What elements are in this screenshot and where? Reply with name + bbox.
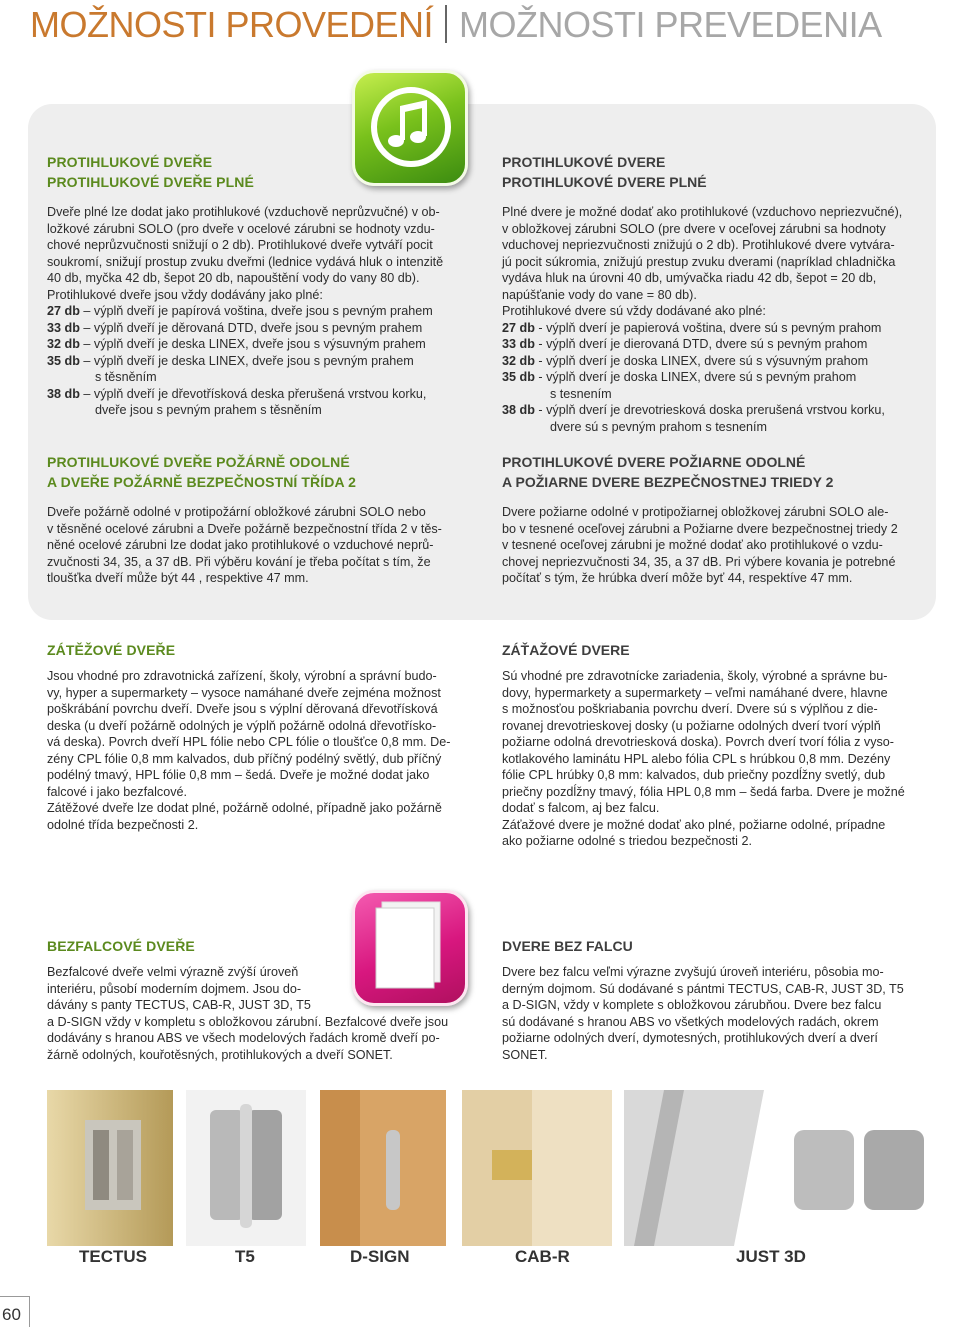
text-line: tloušťka dveří může být 44 , respektive 47 mm. bbox=[47, 571, 309, 585]
text-line: v těsněné ocelové zárubni a Dveře požárně bezpečnostní třída 2 v těs- bbox=[47, 521, 442, 536]
text-line: vy, hyper a supermarkety – vysoce namáhané dveře zejména možnost bbox=[47, 685, 441, 700]
text-line: požiarne odolná drevotriesková doska). Povrch dverí tvorí fólia z vyso- bbox=[502, 735, 894, 749]
text-line: priečny pozdĺžny tmavý, fólia HPL 0,8 mm – šedá farba. Dvere je možné bbox=[502, 784, 905, 799]
text-line: vá deska). Povrch dveří HPL fólie nebo CPL fólie o tloušťce 0,8 mm. De- bbox=[47, 735, 451, 749]
text-line: Dveře požárně odolné v protipožární obložkové zárubni SOLO nebo bbox=[47, 505, 426, 519]
text-line: 40 db, myčka 42 db, šepot 20 db, napouštění vody do vany 80 db). bbox=[47, 271, 420, 285]
text-line: odolné třída bezpečnosti 2. bbox=[47, 817, 199, 832]
t5-hinge-photo bbox=[186, 1090, 306, 1246]
heading: PROTIHLUKOVÉ DVERE bbox=[502, 154, 666, 170]
text-line: Dvere bez falcu veľmi výrazne zvyšujú úroveň interiéru, pôsobia mo- bbox=[502, 965, 884, 979]
text-line: sú dodávané s hranou ABS vo všetkých modelových radách, okrem bbox=[502, 1014, 879, 1029]
text-line: chovej nepriezvučnosti 34, 35, a 37 dB. Pri výbere kovania je potrebné bbox=[502, 554, 896, 569]
subheading: PROTIHLUKOVÉ DVERE PLNÉ bbox=[502, 174, 707, 190]
fire-resistant-cz bbox=[47, 452, 472, 587]
text-line: dodať s falcom, aj bez falcu. bbox=[502, 801, 660, 815]
heading: DVERE BEZ FALCU bbox=[502, 938, 633, 954]
text-line: napúšťanie vody do vane = 80 db). bbox=[502, 287, 697, 302]
text-line: dovy, hypermarkety a supermarkety – veľmi namáhané dvere, hlavne bbox=[502, 685, 888, 700]
subheading: A DVEŘE POŽÁRNĚ BEZPEČNOSTNÍ TŘÍDA 2 bbox=[47, 474, 357, 490]
tectus-hinge-photo bbox=[47, 1090, 173, 1246]
flush-doors-cz bbox=[47, 936, 472, 1063]
text-line: ložkové zárubni SOLO (pro dveře v ocelové zárubni se hodnoty vzdu- bbox=[47, 221, 435, 236]
db-list: 27 db - výplň dverí je papierová voština, dvere sú s pevným prahom 33 db - výplň dverí je dierovaná DTD, dvere sú s pevným prahom 32 db - výplň dverí je doska LINEX, dvere sú s výsuvným prahom 35 db - výplň dverí je doska LINEX, dvere sú s pevným prahom s tesnením 38 db - výplň dverí je drevotriesková doska prerušená vrstvou korku, dvere sú s pevným prahom s tesnením bbox=[502, 320, 885, 434]
flush-doors-sk bbox=[502, 936, 927, 1063]
text-line: Plné dvere je možné dodať ako protihlukové (vzduchovo nepriezvučné), bbox=[502, 205, 903, 219]
text-line: vduchovej nepriezvučnosti znižujú o 2 db). Protihlukové dvere vytvára- bbox=[502, 238, 895, 252]
text-line: Protihlukové dveře jsou vždy dodávány jako plné: bbox=[47, 287, 323, 302]
subheading: PROTIHLUKOVÉ DVEŘE PLNÉ bbox=[47, 174, 254, 190]
title-sk: MOŽNOSTI PREVEDENIA bbox=[459, 4, 882, 45]
text-line: žárně odolných, kouřotěsných, protihlukových a dveří SONET. bbox=[47, 1047, 393, 1062]
text-line: chové neprůzvučnosti snižují o 2 db). Protihlukové dveře vytváří pocit bbox=[47, 238, 433, 252]
heading: PROTIHLUKOVÉ DVERE POŽIARNE ODOLNÉ bbox=[502, 454, 806, 470]
text-line: Sú vhodné pre zdravotnícke zariadenia, školy, výrobné a správne bu- bbox=[502, 669, 888, 683]
title-cz: MOŽNOSTI PROVEDENÍ bbox=[30, 4, 434, 45]
text-line: poškrábání povrchu dveří. Dveře jsou s výplní děrovaná dřevotřísková bbox=[47, 702, 438, 716]
caption-t5: T5 bbox=[235, 1247, 255, 1266]
heavy-duty-cz bbox=[47, 640, 472, 833]
text-line: něné ocelové zárubni lze dodat jako protihlukové o vzduchové neprů- bbox=[47, 538, 434, 552]
caption-tectus: TECTUS bbox=[79, 1247, 147, 1266]
text-line: jú pocit súkromia, znižujú prestup zvuku dverami (napríklad chladnička bbox=[502, 254, 896, 269]
text-line: počítať s tým, že hrúbka dverí môže byť 44, respektíve 47 mm. bbox=[502, 571, 853, 585]
text-line: interiéru, působí moderním dojmem. Jsou do- bbox=[47, 981, 302, 996]
text-line: Dveře plné lze dodat jako protihlukové (vzduchově neprůzvučné) v ob- bbox=[47, 205, 440, 219]
text-line: Bezfalcové dveře velmi výrazně zvýší úroveň bbox=[47, 965, 299, 979]
text-line: podélný tmavý, HPL fólie 0,8 mm – šedá. Dveře je možné dodat jako bbox=[47, 768, 430, 782]
fire-resistant-sk bbox=[502, 452, 927, 587]
text-line: dávány s panty TECTUS, CAB-R, JUST 3D, T5 bbox=[47, 998, 311, 1012]
page-number: 60 bbox=[2, 1305, 21, 1324]
text-line: vydáva hluk na úrovni 40 db, umývačka riadu 42 db, šepot = 20 db, bbox=[502, 271, 877, 285]
text-line: a D-SIGN, vždy v komplete s obložkovou zárubňou. Dvere bez falcu bbox=[502, 998, 882, 1012]
soundproof-sk bbox=[502, 152, 927, 435]
db-list: 27 db – výplň dveří je papírová voština, dveře jsou s pevným prahem 33 db – výplň dveří je děrovaná DTD, dveře jsou s pevným prahem 32 db – výplň dveří je deska LINEX, dveře jsou s výsuvným prahem 35 db – výplň dveří je deska LINEX, dveře jsou s pevným prahem s těsněním 38 db – výplň dveří je dřevotřísková deska přerušená vrstvou korku, dveře jsou s pevným prahem s těsněním bbox=[47, 304, 433, 417]
title-separator bbox=[445, 5, 447, 43]
caption-d-sign: D-SIGN bbox=[350, 1247, 410, 1266]
text-line: deska (u dveří požárně odolných je výplň požárně odolná dřevotřísko- bbox=[47, 718, 437, 733]
heading: PROTIHLUKOVÉ DVEŘE POŽÁRNĚ ODOLNÉ bbox=[47, 454, 350, 470]
text-line: kotlakového laminátu HPL alebo fólia CPL s hrúbkou 0,8 mm. Dezény bbox=[502, 751, 891, 766]
caption-just-3d: JUST 3D bbox=[736, 1247, 806, 1266]
cab-r-hinge-photo bbox=[462, 1090, 612, 1246]
soundproof-cz bbox=[47, 152, 472, 419]
text-line: soukromí, snižují prostup zvuku dveřmi (lednice vydává hluk o intenzitě bbox=[47, 254, 444, 269]
text-line: fólie CPL hrúbky 0,8 mm: kalvados, dub priečny pozdĺžny svetlý, dub bbox=[502, 768, 886, 782]
text-line: zvučnosti 34, 35, a 37 dB. Při výběru kování je třeba počítat s tím, že bbox=[47, 554, 431, 569]
heading: ZÁTĚŽOVÉ DVEŘE bbox=[47, 642, 176, 658]
text-line: Protihlukové dvere sú vždy dodávané ako plné: bbox=[502, 304, 766, 318]
heading: PROTIHLUKOVÉ DVEŘE bbox=[47, 154, 213, 170]
text-line: s možnosťou poškriabania povrchu dverí. Dvere sú s výplňou z die- bbox=[502, 702, 878, 716]
text-line: Jsou vhodné pro zdravotnická zařízení, školy, výrobní a správní budo- bbox=[47, 669, 437, 683]
heading: ZÁŤAŽOVÉ DVERE bbox=[502, 642, 630, 658]
text-line: rovanej drevotrieskovej dosky (u požiarne odolných dverí tvorí výplň bbox=[502, 718, 881, 733]
d-sign-hinge-photo bbox=[320, 1090, 446, 1246]
heavy-duty-sk bbox=[502, 640, 927, 850]
text-line: v obložkovej zárubni SOLO (pre dvere v oceľovej zárubni sa hodnoty bbox=[502, 221, 886, 236]
text-line: dodávány s hranou ABS ve všech modelových řadách kromě dveří po- bbox=[47, 1031, 440, 1045]
page-title bbox=[30, 4, 882, 46]
text-line: falcové i jako bezfalcové. bbox=[47, 784, 188, 799]
just-3d-hinge-photo bbox=[624, 1090, 934, 1246]
heading: BEZFALCOVÉ DVEŘE bbox=[47, 938, 195, 954]
caption-cab-r: CAB-R bbox=[515, 1247, 570, 1266]
text-line: ako požiarne odolné s triedou bezpečnosti 2. bbox=[502, 834, 752, 848]
text-line: Zátěžové dveře lze dodat plné, požárně odolné, případně jako požárně bbox=[47, 801, 442, 815]
text-line: požiarne odolných dverí, dymotesných, protihlukových dverí a dverí bbox=[502, 1031, 878, 1045]
text-line: zény CPL fólie 0,8 mm kalvados, dub příčný podélný světlý, dub příčný bbox=[47, 751, 442, 766]
text-line: Dvere požiarne odolné v protipožiarnej obložkovej zárubni SOLO ale- bbox=[502, 505, 889, 519]
text-line: bo v tesnené oceľovej zárubni a Požiarne dvere bezpečnostnej triedy 2 bbox=[502, 521, 898, 536]
text-line: derným dojmom. Sú dodávané s pántmi TECTUS, CAB-R, JUST 3D, T5 bbox=[502, 981, 904, 996]
text-line: Záťažové dvere je možné dodať ako plné, požiarne odolné, prípadne bbox=[502, 817, 886, 832]
subheading: A POŽIARNE DVERE BEZPEČNOSTNEJ TRIEDY 2 bbox=[502, 474, 834, 490]
text-line: SONET. bbox=[502, 1047, 548, 1062]
text-line: v tesnené oceľovej zárubni je možné dodať ako protihlukové o vzdu- bbox=[502, 538, 883, 552]
text-line: a D-SIGN vždy v kompletu s obložkovou zárubní. Bezfalcové dveře jsou bbox=[47, 1014, 449, 1029]
